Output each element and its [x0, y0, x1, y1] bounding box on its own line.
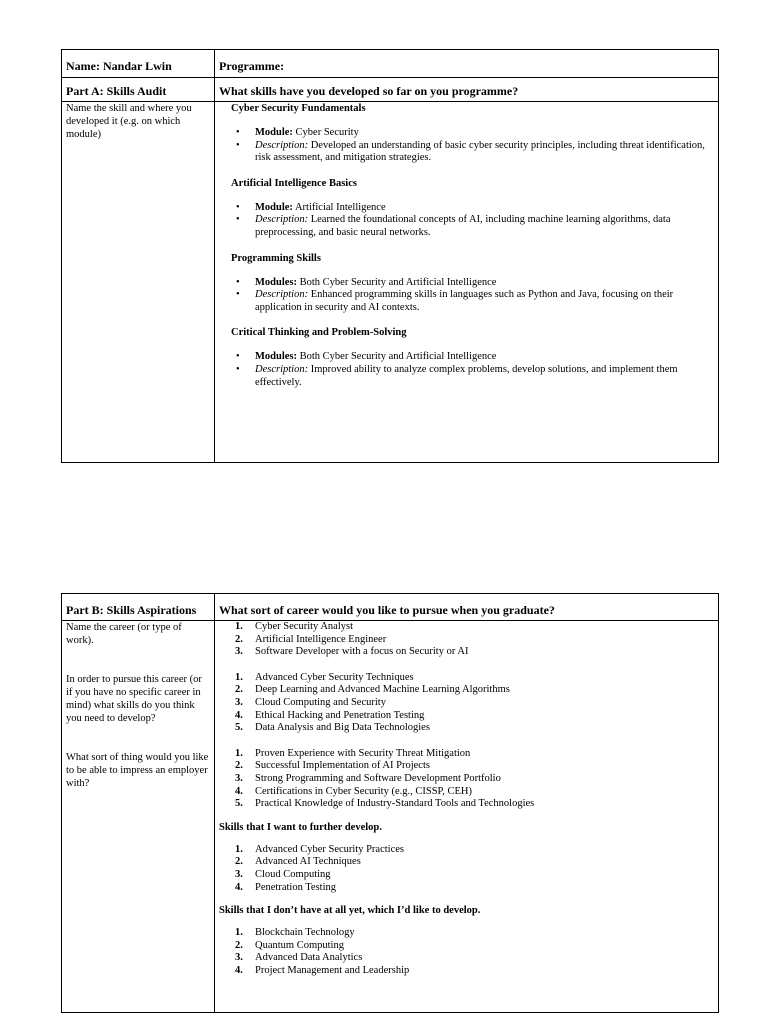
part-a-label: Part A: Skills Audit — [62, 78, 215, 102]
list-item: 2. Deep Learning and Advanced Machine Learning Algorithms — [235, 684, 510, 696]
list-item: 3. Cloud Computing and Security — [235, 696, 386, 708]
list-item: 4. Project Management and Leadership — [235, 964, 410, 976]
programme-cell: Programme: — [215, 50, 719, 78]
skills-list — [215, 102, 719, 463]
career-list — [219, 621, 714, 659]
skill-module: • Modules: Both Cyber Security and Artificial Intelligence — [255, 351, 714, 364]
list-item: 1. Cyber Security Analyst — [235, 621, 353, 632]
list-item: 3. Strong Programming and Software Development Portfolio — [235, 772, 501, 784]
list-item: 1. Advanced Cyber Security Practices — [235, 843, 404, 855]
skill-description: • Description: Learned the foundational concepts of AI, including machine learning algorithms, data preprocessing, and basic neural networks. — [255, 214, 714, 239]
list-item: 3. Software Developer with a focus on Security or AI — [235, 646, 469, 658]
skill-details — [219, 202, 714, 240]
part-a-instruction: Name the skill and where you developed it (e.g. on which module) — [62, 102, 215, 463]
list-item: 1. Proven Experience with Security Threat Mitigation — [235, 747, 471, 759]
part-b-prompts — [62, 621, 215, 1013]
list-item: 3. Cloud Computing — [235, 868, 331, 880]
list-item: 5. Practical Knowledge of Industry-Standard Tools and Technologies — [235, 798, 535, 810]
list-item: 2. Quantum Computing — [235, 939, 344, 951]
prompt-skills: In order to pursue this career (or if you have no specific career in mind) what skills do you think you need to develop? — [66, 674, 202, 724]
skill-title: Programming Skills — [231, 252, 321, 264]
skill-description: • Description: Improved ability to analyze complex problems, develop solutions, and implement them effectively. — [255, 364, 714, 389]
prompt-career: Name the career (or type of work). — [66, 622, 182, 646]
part-b-question: What sort of career would you like to pursue when you graduate? — [215, 594, 719, 621]
skill-details — [219, 127, 714, 165]
skill-title: Cyber Security Fundamentals — [231, 103, 366, 114]
list-item: 4. Penetration Testing — [235, 881, 337, 893]
part-b-label: Part B: Skills Aspirations — [62, 594, 215, 621]
skill-title: Artificial Intelligence Basics — [231, 177, 357, 189]
skill-module: • Modules: Both Cyber Security and Artificial Intelligence — [255, 277, 714, 290]
list-item: 4. Ethical Hacking and Penetration Testing — [235, 709, 425, 721]
new-skills-list — [219, 927, 714, 977]
skill-title: Critical Thinking and Problem-Solving — [231, 327, 407, 339]
needed-skills-list — [219, 672, 714, 735]
list-item: 2. Artificial Intelligence Engineer — [235, 633, 387, 645]
list-item: 2. Advanced AI Techniques — [235, 856, 361, 868]
skills-audit-table — [61, 49, 719, 463]
list-item: 1. Advanced Cyber Security Techniques — [235, 671, 414, 683]
prompt-impress: What sort of thing would you like to be able to impress an employer with? — [66, 752, 209, 789]
further-develop-heading: Skills that I want to further develop. — [219, 821, 382, 833]
list-item: 5. Data Analysis and Big Data Technologies — [235, 722, 430, 734]
further-develop-list — [219, 844, 714, 894]
skill-description: • Description: Developed an understanding of basic cyber security principles, including threat identification, risk assessment, and mitigation strategies. — [255, 140, 714, 165]
skill-details — [219, 277, 714, 315]
skill-description: • Description: Enhanced programming skills in languages such as Python and Java, focusing on their application in security and AI contexts. — [255, 289, 714, 314]
skills-aspirations-table — [61, 593, 719, 1013]
skill-module: • Module: Cyber Security — [255, 127, 714, 140]
part-a-question: What skills have you developed so far on you programme? — [215, 78, 719, 102]
impress-list — [219, 748, 714, 811]
skill-module: • Module: Artificial Intelligence — [255, 202, 714, 215]
part-b-answers — [215, 621, 719, 1013]
name-cell: Name: Nandar Lwin — [62, 50, 215, 78]
list-item: 4. Certifications in Cyber Security (e.g., CISSP, CEH) — [235, 785, 472, 797]
skill-details — [219, 351, 714, 389]
list-item: 2. Successful Implementation of AI Projects — [235, 760, 430, 772]
list-item: 1. Blockchain Technology — [235, 927, 355, 939]
list-item: 3. Advanced Data Analytics — [235, 952, 363, 964]
new-skills-heading: Skills that I don’t have at all yet, which I’d like to develop. — [219, 905, 481, 917]
